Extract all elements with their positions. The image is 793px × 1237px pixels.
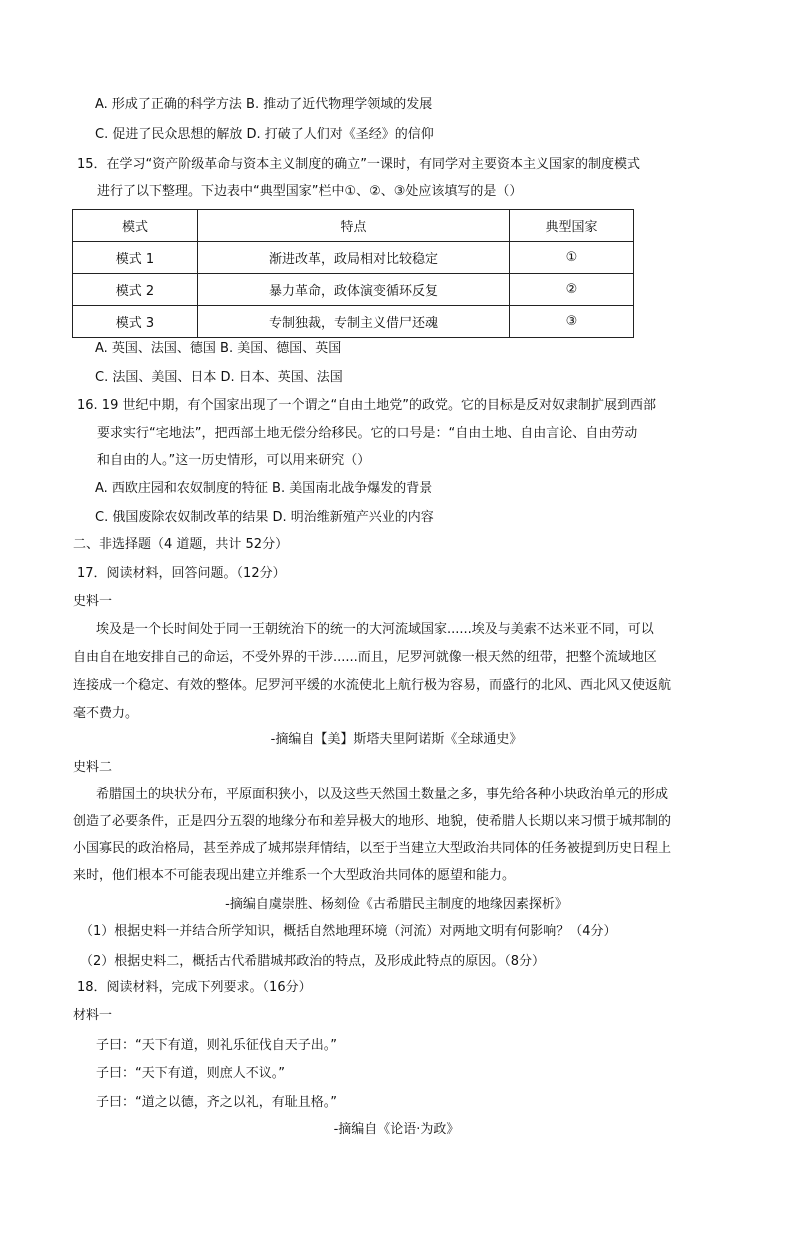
q18-quote: 子曰：“天下有道，则庶人不议。” [96,1066,285,1081]
q17-material1-label: 史料一 [73,594,113,609]
q17-material2-label: 史料二 [73,760,113,775]
q14-options-ab: A. 形成了正确的科学方法 B. 推动了近代物理学领域的发展 [95,97,433,112]
table-header-cell: 典型国家 [510,210,634,242]
q18-quote: 子曰：“道之以德，齐之以礼，有耻且格。” [96,1095,337,1110]
q15-stem-line2: 进行了以下整理。下边表中“典型国家”栏中①、②、③处应该填写的是（） [97,184,523,199]
q18-title: 18．阅读材料，完成下列要求。（16分） [77,980,312,995]
q17-material1-source: -摘编自【美】斯塔夫里阿诺斯《全球通史》 [270,732,523,747]
q17-material1-line: 毫不费力。 [73,706,139,721]
q16-options-ab: A. 西欧庄园和农奴制度的特征 B. 美国南北战争爆发的背景 [95,481,433,496]
q15-options-cd: C. 法国、美国、日本 D. 日本、英国、法国 [95,370,343,385]
q17-material2-line: 小国寡民的政治格局，甚至养成了城邦崇拜情结，以至于当建立大型政治共同体的任务被提到历史日程上 [73,841,672,856]
q16-stem-line1: 16. 19 世纪中期，有个国家出现了一个谓之“自由土地党”的政党。它的目标是反对奴隶制扩展到西部 [77,398,656,413]
q17-material2-line: 希腊国土的块状分布，平原面积狭小，以及这些天然国土数量之多，事先给各种小块政治单元的形成 [96,787,669,802]
q17-material1-line: 埃及是一个长时间处于同一王朝统治下的统一的大河流域国家......埃及与美索不达米亚不同，可以 [96,622,654,637]
q17-material2-line: 创造了必要条件，正是四分五裂的地缘分布和差异极大的地形、地貌，使希腊人长期以来习惯于城邦制的 [73,814,672,829]
q15-stem-line1: 15．在学习“资产阶级革命与资本主义制度的确立”一课时，有同学对主要资本主义国家的制度模式 [77,157,641,172]
q17-material2-line: 来时，他们根本不可能表现出建立并维系一个大型政治共同体的愿望和能力。 [73,868,516,883]
q15-table [72,209,634,338]
q17-material1-line: 自由自在地安排自己的命运，不受外界的干涉......而且，尼罗河就像一根天然的纽带，把整个流域地区 [73,650,657,665]
table-header-cell: 特点 [198,210,510,242]
table-cell: 暴力革命，政体演变循环反复 [198,274,510,306]
q16-stem-line3: 和自由的人。”这一历史情形，可以用来研究（） [97,453,371,468]
table-header-row [73,210,634,242]
q17-subquestion-2: （2）根据史料二，概括古代希腊城邦政治的特点，及形成此特点的原因。（8分） [80,954,546,969]
table-cell: 专制独裁，专制主义借尸还魂 [198,306,510,338]
section-heading: 二、非选择题（4 道题，共计 52分） [73,537,289,552]
table-cell: 渐进改革，政局相对比较稳定 [198,242,510,274]
table-cell: 模式 3 [73,306,198,338]
q17-material2-source: -摘编自虞崇胜、杨刻俭《古希腊民主制度的地缘因素探析》 [225,897,568,912]
table-cell: ③ [510,306,634,338]
q17-subquestion-1: （1）根据史料一并结合所学知识，概括自然地理环境（河流）对两地文明有何影响？（4分） [80,924,617,939]
table-row [73,274,634,306]
table-header-cell: 模式 [73,210,198,242]
table-row [73,242,634,274]
table-cell: 模式 2 [73,274,198,306]
q15-options-ab: A. 英国、法国、德国 B. 美国、德国、英国 [95,341,342,356]
q18-quote: 子曰：“天下有道，则礼乐征伐自天子出。” [96,1038,337,1053]
table-cell: 模式 1 [73,242,198,274]
q16-stem-line2: 要求实行“宅地法”，把西部土地无偿分给移民。它的口号是：“自由土地、自由言论、自由劳动 [97,426,638,441]
q18-material1-label: 材料一 [73,1008,113,1023]
table-cell: ① [510,242,634,274]
q17-title: 17．阅读材料，回答问题。（12分） [77,566,286,581]
table-cell: ② [510,274,634,306]
q17-material1-line: 连接成一个稳定、有效的整体。尼罗河平缓的水流使北上航行极为容易，而盛行的北风、西北风又使返航 [73,678,672,693]
q16-options-cd: C. 俄国废除农奴制改革的结果 D. 明治维新殖产兴业的内容 [95,510,434,525]
q18-source: -摘编自《论语·为政》 [333,1122,460,1137]
q14-options-cd: C. 促进了民众思想的解放 D. 打破了人们对《圣经》的信仰 [95,127,434,142]
table-row [73,306,634,338]
